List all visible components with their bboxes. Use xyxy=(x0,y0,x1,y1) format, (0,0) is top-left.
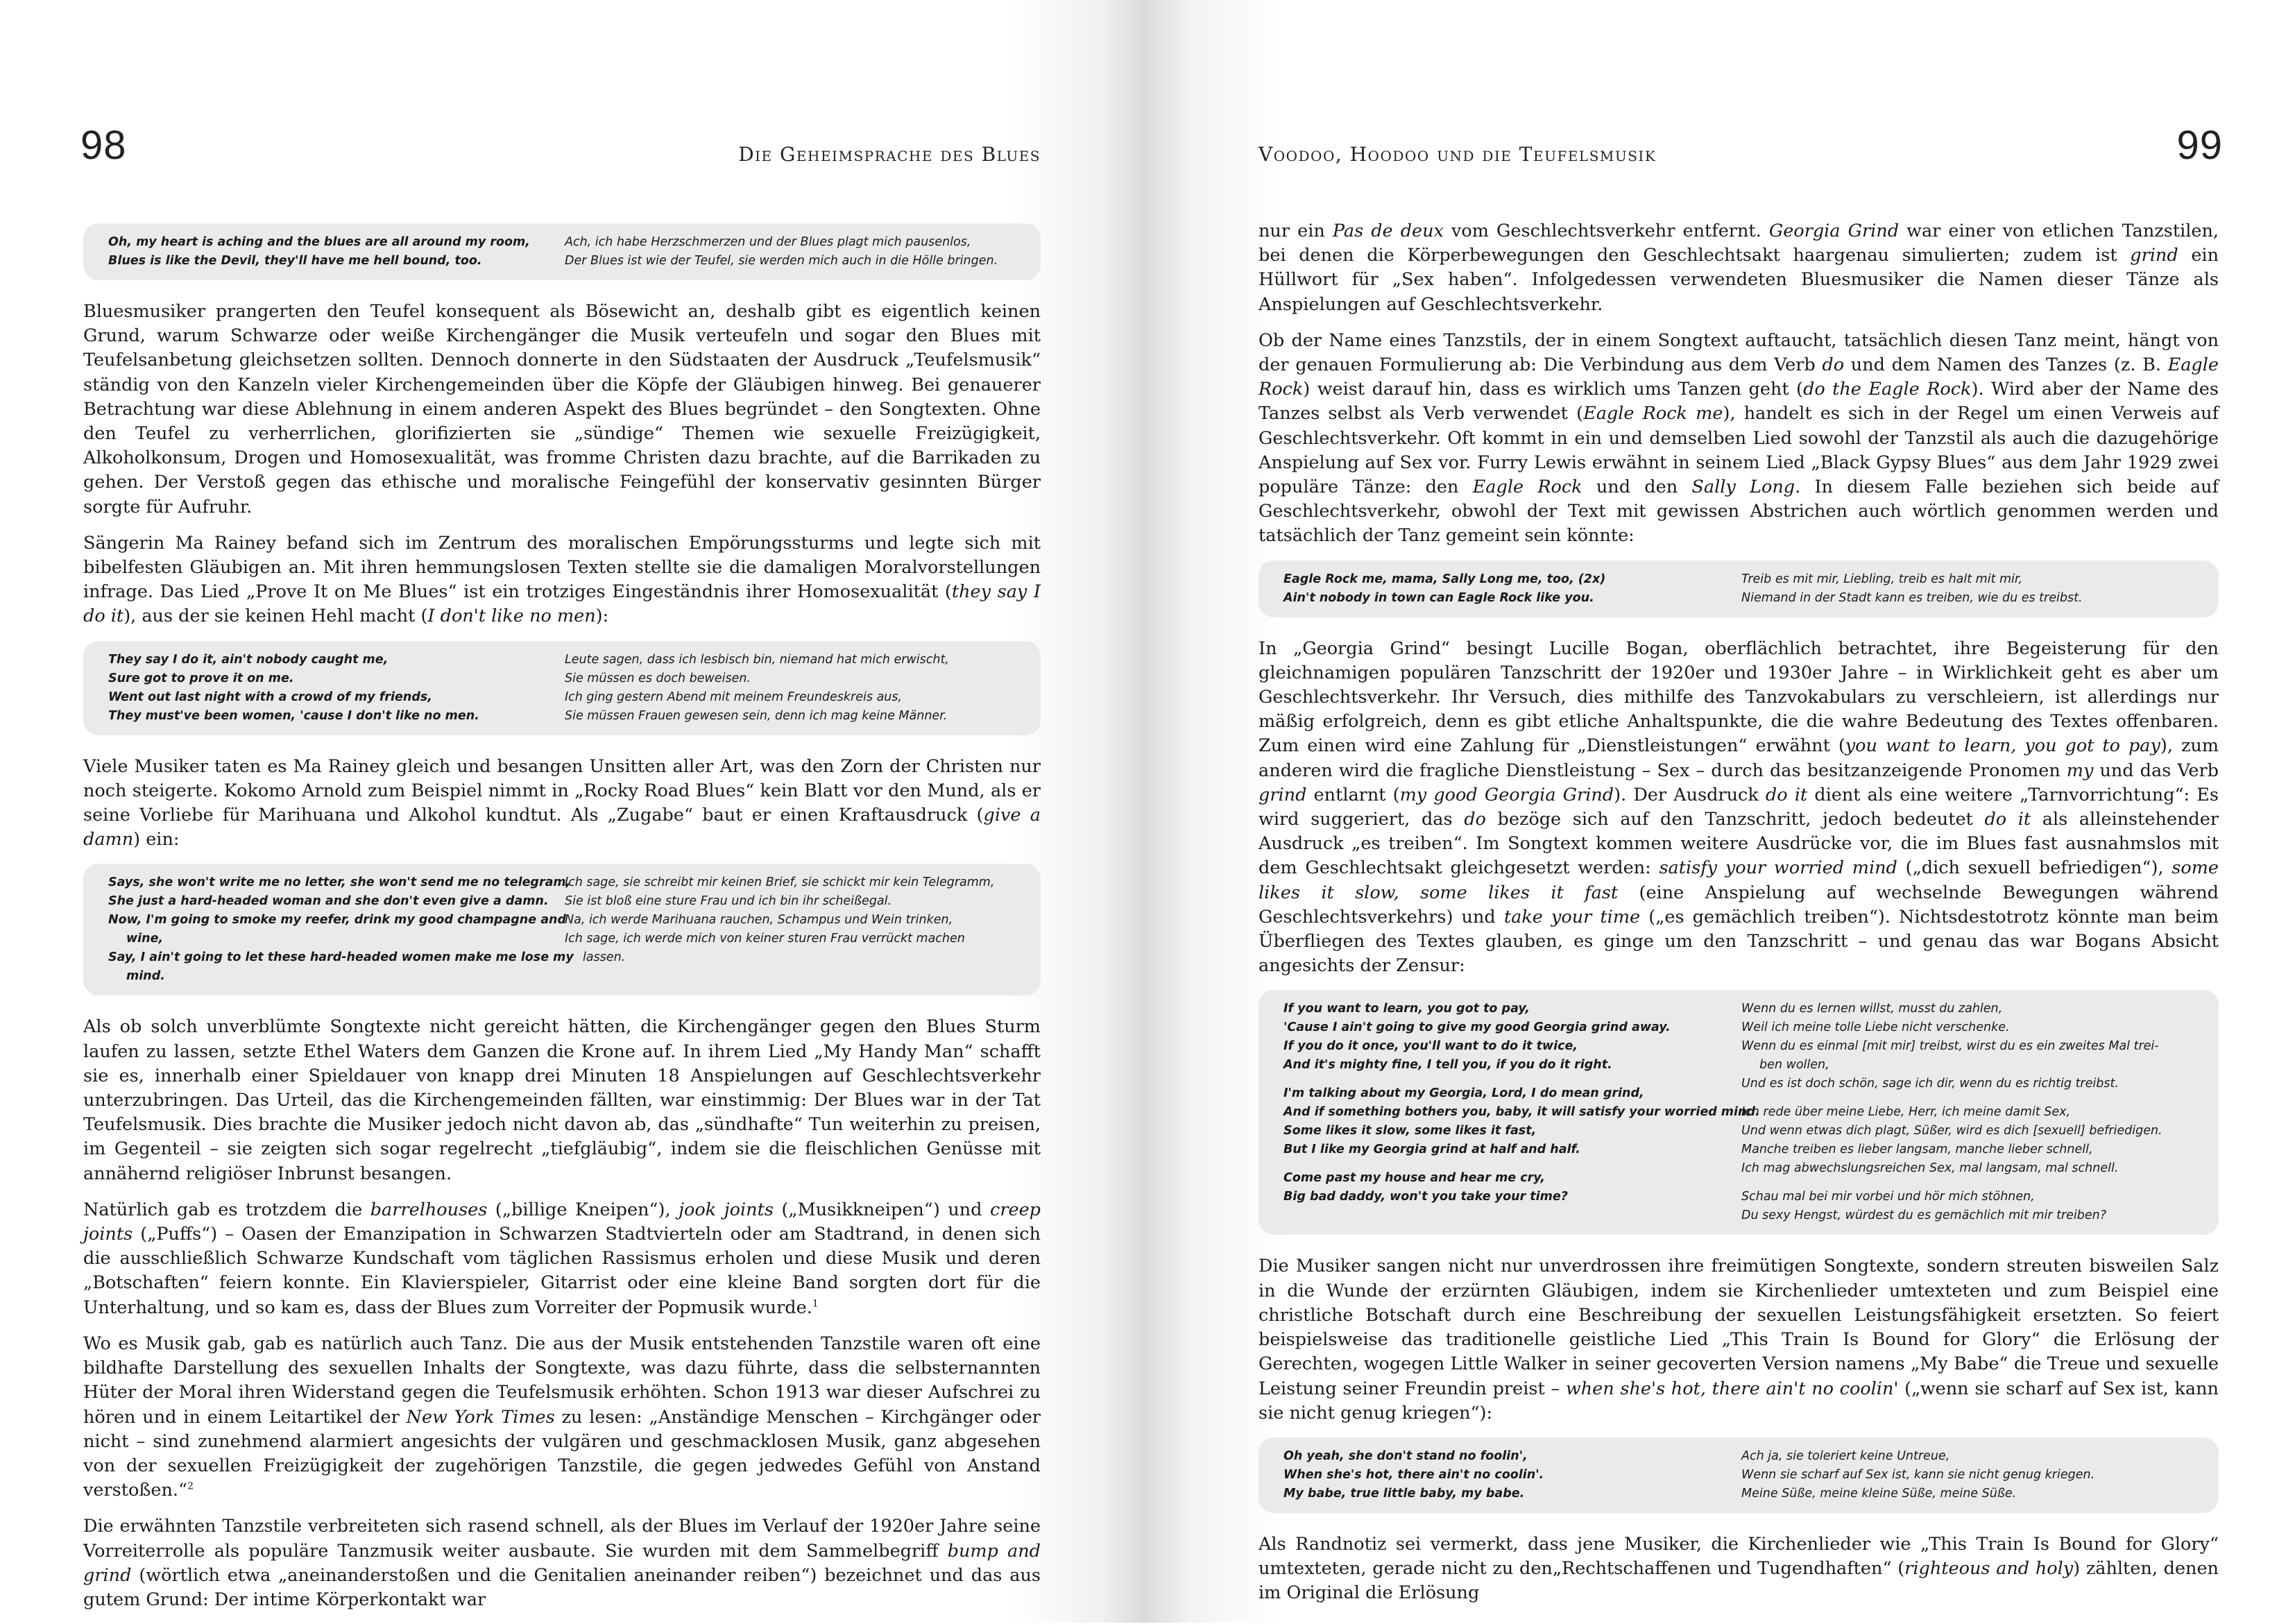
lyric-english: Eagle Rock me, mama, Sally Long me, too, (2x) Ain't nobody in town can Eagle Rock like you. xyxy=(1283,572,1606,605)
paragraph: nur ein Pas de deux vom Geschlechtsverkehr entfernt. Georgia Grind war einer von etlichen Tanzstilen, bei denen die Körperbewegungen den Geschlechtsakt haargenau simulierten; zudem ist grind ein Hüllwort für „Sex haben“. Infolgedessen verwendeten Bluesmusiker die Namen dieser Tänze als Anspielungen auf Geschlechtsverkehr. xyxy=(1259,221,2219,315)
paragraph: Natürlich gab es trotzdem die barrelhouses („billige Kneipen“), jook joints („Musikkneipen“) und creep joints („Puffs“) – Oasen der Emanzipation in Schwarzen Stadtvierteln oder am Stadtrand, in denen sich die ausschließlich Schwarze Kundschaft vom täglichen Rassismus erholen und diese Musik und deren „Botschaften“ feiern konnte. Ein Klavierspieler, Gitarrist oder eine kleine Band sorgten dort für die Unterhaltung, und so kam es, dass der Blues zum Vorreiter der Popmusik wurde.$^1$ xyxy=(83,1199,1041,1318)
lyric-german: Treib es mit mir, Liebling, treib es halt mit mir, Niemand in der Stadt kann es treiben, wie du es treibst. xyxy=(1741,572,2083,605)
running-head: Voodoo, Hoodoo und die Teufelsmusik xyxy=(1259,143,1657,166)
lyric-german: Ich sage, sie schreibt mir keinen Brief, sie schickt mir kein Telegramm, Sie ist bloß eine sture Frau und ich bin ihr scheißegal. Na, ich werde Marihuana rauchen, Schampus und Wein trinken, Ich sage, ich werde mich von keiner sturen Frau verrückt machen lassen. xyxy=(565,875,995,965)
lyric-box xyxy=(1259,1437,2219,1513)
paragraph: Bluesmusiker prangerten den Teufel konsequent als Bösewicht an, deshalb gibt es eigentlich keinen Grund, warum Schwarze oder weiße Kirchengänger die Musik verteufeln und sogar den Blues mit Teufelsanbetung gleichsetzen sollten. Dennoch donnerte in den Südstaaten der Ausdruck „Teufelsmusik“ ständig von den Kanzeln vieler Kirchengemeinden über die Köpfe der Gläubigen hinweg. Bei genauerer Betrachtung war diese Ablehnung in einem anderen Aspekt des Blues begründet – den Songtexten. Ohne den Teufel zu verherrlichen, glorifizierten sie „sündige“ Themen wie sexuelle Freizügigkeit, Alkoholkonsum, Drogen und Homosexualität, was fromme Christen dazu brachte, auf die Barrikaden zu gehen. Der Verstoß gegen das ethische und moralische Feingefühl der konservativ gesinnten Bürger sorgte für Aufruhr. xyxy=(83,301,1041,518)
lyric-box xyxy=(1259,990,2219,1235)
paragraph: Wo es Musik gab, gab es natürlich auch Tanz. Die aus der Musik entstehenden Tanzstile waren oft eine bildhafte Darstellung des sexuellen Inhalts der Songtexte, was dazu führte, dass die selbsternannten Hüter der Moral ihren Widerstand gegen die Teufelsmusik erhöhten. Schon 1913 war dieser Aufschrei zu hören und in einem Leitartikel der New York Times zu lesen: „Anständige Menschen – Kirchgänger oder nicht – sind zunehmend alarmiert angesichts der vulgären und geschmacklosen Musik, ganz abgesehen von der sexuellen Freizügigkeit der zugehörigen Tanzstile, die gegen jedwedes Gefühl von Anstand verstoßen.“$^2$ xyxy=(83,1333,1041,1501)
left-page xyxy=(0,0,1146,1623)
footnote-marker: 2 xyxy=(187,1480,194,1492)
page-number: 99 xyxy=(2176,123,2223,168)
paragraph: Als ob solch unverblümte Songtexte nicht gereicht hätten, die Kirchengänger gegen den Blues Sturm laufen zu lassen, setzte Ethel Waters dem Ganzen die Krone auf. In ihrem Lied „My Handy Man“ schafft sie es, innerhalb einer Spieldauer von knapp drei Minuten 18 Anspielungen auf Geschlechtsverkehr unterzubringen. Das Urteil, das die Kirchengemeinden fällten, war einstimmig: Der Blues war in der Tat Teufelsmusik. Dies brachte die Musiker jedoch nicht davon ab, das „sündhafte“ Tun weiterhin zu preisen, im Gegenteil – sie zeigten sich sogar regelrecht „tiefgläubig“, indem sie die fleischlichen Genüsse mit annähernd religiöser Inbrunst besangen. xyxy=(83,1016,1041,1184)
running-head: Die Geheimsprache des Blues xyxy=(738,143,1041,166)
lyric-english: They say I do it, ain't nobody caught me, Sure got to prove it on me. Went out last night with a crowd of my friends, They must've been women, 'cause I don't like no men. xyxy=(108,652,479,723)
lyric-english: Oh yeah, she don't stand no foolin', When she's hot, there ain't no coolin'. My babe, true little baby, my babe. xyxy=(1283,1448,1544,1501)
lyric-box xyxy=(1259,561,2219,617)
page-number: 98 xyxy=(80,123,127,168)
paragraph: Die Musiker sangen nicht nur unverdrossen ihre freimütigen Songtexte, sondern streuten bisweilen Salz in die Wunde der erzürnten Gläubigen, indem sie Kirchenlieder umtexteten und zum Beispiel eine christliche Botschaft durch eine Beschreibung der sexuellen Leistungsfähigkeit ersetzten. So feiert beispielsweise das traditionelle geistliche Lied „This Train Is Bound for Glory“ die Erlösung der Gerechten, wogegen Little Walker in seiner gecoverten Version namens „My Babe“ die Treue und sexuelle Leistung seiner Freundin preist – when she's hot, there ain't no coolin' („wenn sie scharf auf Sex ist, kann sie nicht genug kriegen“): xyxy=(1259,1256,2219,1424)
paragraph: Als Randnotiz sei vermerkt, dass jene Musiker, die Kirchenlieder wie „This Train Is Bound for Glory“ umtexteten, gerade nicht zu den„Rechtschaffenen und Tugendhaften“ (righteous and holy) zählten, denen im Original die Erlösung xyxy=(1259,1533,2219,1604)
right-page xyxy=(1146,0,2295,1623)
paragraph: Die erwähnten Tanzstile verbreiteten sich rasend schnell, als der Blues im Verlauf der 1920er Jahre seine Vorreiterrolle als populäre Tanzmusik weiter ausbaute. Sie wurden mit dem Sammelbegriff bump and grind (wörtlich etwa „aneinanderstoßen und die Genitalien aneinander reiben“) bezeichnet und das aus gutem Grund: Der intime Körperkontakt war xyxy=(83,1516,1041,1610)
lyric-english: Says, she won't write me no letter, she won't send me no telegram, She just a hard-headed woman and she don't even give a damn. Now, I'm going to smoke my reefer, drink my good champagne and wine, Say, I ain't going to let these hard-headed women make me lose my mind. xyxy=(108,875,574,984)
lyric-german: Wenn du es lernen willst, musst du zahlen, Weil ich meine tolle Liebe nicht verschenke. Wenn du es einmal [mit mir] treibst, wirst du es ein zweites Mal trei- ben wollen, Und es ist doch schön, sage ich dir, wenn du es richtig treibst. Ich rede über meine Liebe, Herr, ich meine damit Sex, Und wenn etwas dich plagt, Süßer, wird es dich [sexuell] befriedigen. Manche treiben es lieber langsam, manche lieber schnell, Ich mag abwechslungsreichen Sex, mal langsam, mal schnell. Schau mal bei mir vorbei und hör mich stöhnen, Du sexy Hengst, würdest du es gemächlich mit mir treiben? xyxy=(1741,1002,2162,1223)
lyric-german: Leute sagen, dass ich lesbisch bin, niemand hat mich erwischt, Sie müssen es doch beweisen. Ich ging gestern Abend mit meinem Freundeskreis aus, Sie müssen Frauen gewesen sein, denn ich mag keine Männer. xyxy=(565,652,949,723)
lyric-english: Oh, my heart is aching and the blues are all around my room, Blues is like the Devil, they'll have me hell bound, too. xyxy=(108,235,530,268)
lyric-german: Ach, ich habe Herzschmerzen und der Blues plagt mich pausenlos, Der Blues ist wie der Teufel, sie werden mich auch in die Hölle bringen. xyxy=(565,235,998,268)
footnote-marker: 1 xyxy=(812,1298,819,1310)
left-body-text xyxy=(83,223,1041,1624)
lyric-box xyxy=(83,641,1041,735)
paragraph: Ob der Name eines Tanzstils, der in einem Songtext auftaucht, tatsächlich diesen Tanz meint, hängt von der genauen Formulierung ab: Die Verbindung aus dem Verb do und dem Namen des Tanzes (z. B. Eagle Rock) weist darauf hin, dass es wirklich ums Tanzen geht (do the Eagle Rock). Wird aber der Name des Tanzes selbst als Verb verwendet (Eagle Rock me), handelt es sich in der Regel um einen Verweis auf Geschlechtsverkehr. Oft kommt in ein und demselben Lied sowohl der Tanzstil als auch die dazugehörige Anspielung auf Sex vor. Furry Lewis erwähnt in seinem Lied „Black Gypsy Blues“ aus dem Jahr 1929 zwei populäre Tänze: den Eagle Rock und den Sally Long. In diesem Falle beziehen sich beide auf Geschlechtsverkehr, obwohl der Text mit gewissen Abstrichen auch wörtlich genommen werden und tatsächlich der Tanz gemeint sein könnte: xyxy=(1259,330,2219,547)
right-body-text xyxy=(1259,219,2219,1618)
lyric-german: Ach ja, sie toleriert keine Untreue, Wenn sie scharf auf Sex ist, kann sie nicht genug kriegen. Meine Süße, meine kleine Süße, meine Süße. xyxy=(1741,1448,2095,1501)
lyric-box xyxy=(83,864,1041,995)
paragraph: Sängerin Ma Rainey befand sich im Zentrum des moralischen Empörungssturms und legte sich mit bibelfesten Gläubigen an. Mit ihren hemmungslosen Texten stellte sie die damaligen Moralvorstellungen infrage. Das Lied „Prove It on Me Blues“ ist ein trotziges Eingeständnis ihrer Homosexualität (they say I do it), aus der sie keinen Hehl macht (I don't like no men): xyxy=(83,532,1041,627)
lyric-english: If you want to learn, you got to pay, 'Cause I ain't going to give my good Georgia grind away. If you do it once, you'll want to do it twice, And it's mighty fine, I tell you, if you do it right. I'm talking about my Georgia, Lord, I do mean grind, And if something bothers you, baby, it will satisfy your worried mind. Some likes it slow, some likes it fast, But I like my Georgia grind at half and half. Come past my house and hear me cry, Big bad daddy, won't you take your time? xyxy=(1283,1002,1760,1204)
paragraph: Viele Musiker taten es Ma Rainey gleich und besangen Unsitten aller Art, was den Zorn der Christen nur noch steigerte. Kokomo Arnold zum Beispiel nimmt in „Rocky Road Blues“ kein Blatt vor den Mund, als er seine Vorliebe für Marihuana und Alkohol kundtut. Als „Zugabe“ baut er einen Kraftausdruck (give a damn) ein: xyxy=(83,755,1041,851)
paragraph: In „Georgia Grind“ besingt Lucille Bogan, oberflächlich betrachtet, ihre Begeisterung für den gleichnamigen populären Tanzschritt der 1920er und 1930er Jahre – in Wirklichkeit geht es aber um Geschlechtsverkehr. Ihr Versuch, dies mithilfe des Tanzvokabulars zu verschleiern, ist allerdings nur mäßig erfolgreich, denn es gibt etliche Anhaltspunkte, die die wahre Bedeutung des Textes offenbaren. Zum einen wird eine Zahlung für „Dienstleistungen“ erwähnt (you want to learn, you got to pay), zum anderen wird die fragliche Dienstleistung – Sex – durch das besitzanzeigende Pronomen my und das Verb grind entlarnt (my good Georgia Grind). Der Ausdruck do it dient als eine weitere „Tarnvorrichtung“: Es wird suggeriert, das do bezöge sich auf den Tanzschritt, jedoch bedeutet do it als alleinstehender Ausdruck „es treiben“. Im Songtext kommen weitere Ausdrücke vor, die im Blues fast ausnahmslos mit dem Geschlechtsakt gleichgesetzt werden: satisfy your worried mind („dich sexuell befriedigen“), some likes it slow, some likes it fast (eine Anspielung auf wechselnde Bewegungen während Geschlechtsverkehrs) und take your time („es gemächlich treiben“). Nichtsdestotrotz könnte man beim Überfliegen des Textes glauben, es ginge um den Tanzschritt – und genau das war Bogans Absicht angesichts der Zensur: xyxy=(1259,638,2219,977)
lyric-box xyxy=(83,223,1041,280)
